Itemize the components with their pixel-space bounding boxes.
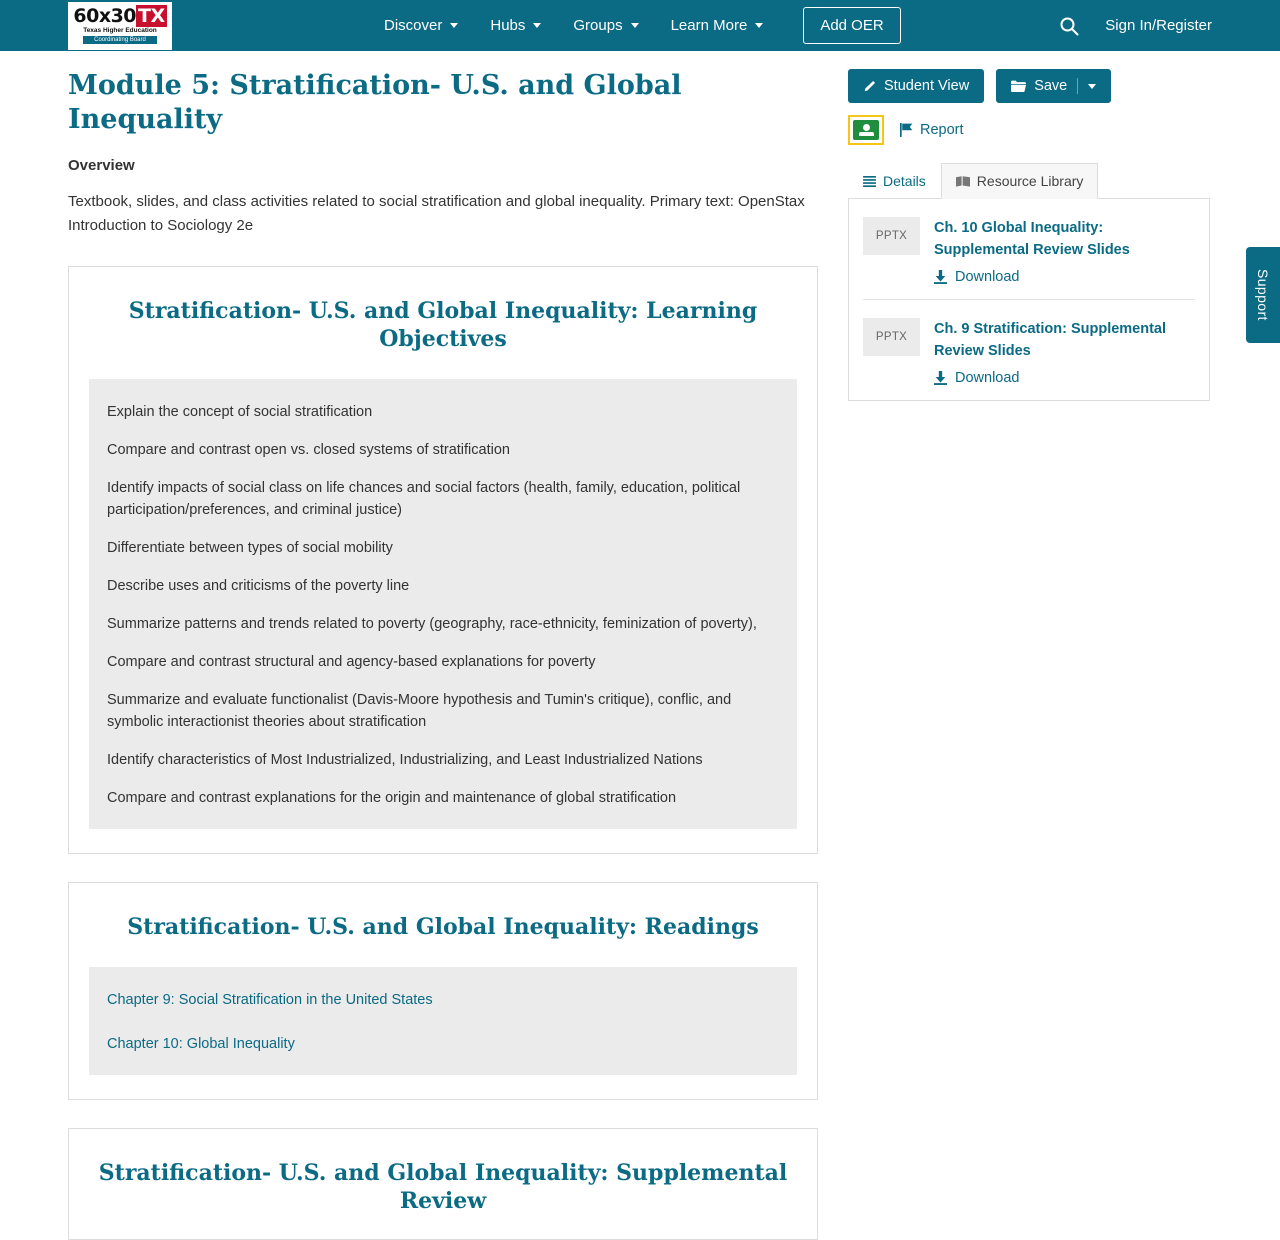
- chevron-down-icon: [533, 23, 541, 28]
- readings-section: [68, 882, 818, 1100]
- site-header: [0, 0, 1280, 51]
- page-body: [0, 51, 1280, 1240]
- nav-item-learn-more[interactable]: [655, 9, 780, 42]
- list-icon: [863, 176, 876, 187]
- download-icon: [934, 270, 947, 284]
- file-type-badge: PPTX: [863, 217, 920, 255]
- list-item: [863, 300, 1195, 400]
- learning-objectives-section: [68, 266, 818, 854]
- supplemental-review-heading: Stratification- U.S. and Global Inequality: Supplemental Review: [98, 1160, 788, 1214]
- learning-objectives-heading: Stratification- U.S. and Global Inequality: Learning Objectives: [128, 298, 758, 352]
- sidebar-action-buttons: [848, 69, 1210, 103]
- report-label: Report: [920, 122, 964, 138]
- tab-resource-library-label: Resource Library: [976, 173, 1084, 189]
- nav-item-discover[interactable]: [368, 9, 474, 42]
- chevron-down-icon: [755, 23, 763, 28]
- sidebar: [848, 69, 1210, 1240]
- download-button[interactable]: [934, 370, 1195, 386]
- logo-wordmark: 60x30 TX: [73, 5, 165, 27]
- google-classroom-icon[interactable]: [848, 115, 884, 145]
- list-item: [863, 199, 1195, 300]
- overview-text: Textbook, slides, and class activities related to social stratification and global inequality. Primary text: OpenStax Introduction to Sociology 2e: [68, 193, 805, 234]
- sign-in-register-link[interactable]: Sign In/Register: [1105, 17, 1212, 34]
- student-view-button[interactable]: [848, 69, 984, 103]
- save-button[interactable]: [996, 69, 1111, 103]
- header-right-group: [1059, 16, 1212, 36]
- chevron-down-icon: [450, 23, 458, 28]
- tab-details[interactable]: [848, 163, 941, 198]
- readings-list: [89, 967, 797, 1075]
- learning-objectives-list: [89, 379, 797, 829]
- search-icon[interactable]: [1059, 16, 1079, 36]
- sidebar-secondary-actions: [848, 115, 1210, 145]
- tab-resource-library[interactable]: [941, 163, 1099, 199]
- save-label: Save: [1034, 78, 1068, 94]
- chevron-down-icon: [631, 23, 639, 28]
- site-logo[interactable]: [68, 2, 172, 50]
- list-item: Compare and contrast open vs. closed systems of stratification: [107, 442, 510, 458]
- add-oer-button[interactable]: Add OER: [803, 7, 900, 44]
- student-view-label: Student View: [884, 78, 970, 94]
- overview-label: Overview: [68, 157, 135, 174]
- list-item: Compare and contrast structural and agency-based explanations for poverty: [107, 654, 596, 670]
- support-tab-label: Support: [1255, 269, 1271, 321]
- list-item: Describe uses and criticisms of the poverty line: [107, 578, 410, 594]
- main-navigation: [368, 7, 901, 44]
- nav-item-groups[interactable]: [557, 9, 654, 42]
- list-item: Summarize and evaluate functionalist (Davis-Moore hypothesis and Tumin's critique), conflic, and symbolic interactionist theories about stratification: [107, 692, 732, 730]
- readings-heading: Stratification- U.S. and Global Inequality: Readings: [127, 914, 759, 940]
- page-title: Module 5: Stratification- U.S. and Global Inequality: [68, 70, 682, 135]
- resource-title[interactable]: Ch. 9 Stratification: Supplemental Review Slides: [934, 321, 1167, 359]
- logo-subtitle: Texas Higher Education Coordinating Board: [83, 27, 157, 43]
- nav-label-groups: Groups: [573, 17, 623, 34]
- resource-library-panel: [848, 199, 1210, 401]
- list-item: Compare and contrast explanations for the origin and maintenance of global stratification: [107, 790, 677, 806]
- list-item: Summarize patterns and trends related to poverty (geography, race-ethnicity, feminization of poverty),: [107, 616, 757, 632]
- nav-label-discover: Discover: [384, 17, 443, 34]
- download-button[interactable]: [934, 269, 1195, 285]
- supplemental-review-section: [68, 1128, 818, 1240]
- chevron-down-icon[interactable]: [1088, 84, 1096, 89]
- nav-label-learn-more: Learn More: [670, 17, 748, 34]
- nav-label-hubs: Hubs: [490, 17, 526, 34]
- report-button[interactable]: [900, 122, 964, 138]
- reading-link[interactable]: Chapter 9: Social Stratification in the United States: [107, 992, 433, 1008]
- file-type-badge: PPTX: [863, 318, 920, 356]
- download-label: Download: [955, 269, 1020, 285]
- support-tab[interactable]: [1246, 247, 1280, 343]
- flag-icon: [900, 123, 913, 137]
- pencil-icon: [863, 80, 876, 93]
- main-content: [68, 69, 818, 1240]
- reading-link[interactable]: Chapter 10: Global Inequality: [107, 1036, 295, 1052]
- sidebar-tabs: [848, 163, 1210, 199]
- list-item: Explain the concept of social stratification: [107, 404, 373, 420]
- button-divider: [1077, 78, 1078, 94]
- list-item: Identify impacts of social class on life chances and social factors (health, family, education, political participation/preferences, and criminal justice): [107, 480, 741, 518]
- list-item: Differentiate between types of social mobility: [107, 540, 393, 556]
- download-icon: [934, 371, 947, 385]
- nav-item-hubs[interactable]: [474, 9, 557, 42]
- book-icon: [956, 176, 970, 187]
- folder-icon: [1011, 80, 1026, 93]
- resource-title[interactable]: Ch. 10 Global Inequality: Supplemental Review Slides: [934, 220, 1130, 258]
- list-item: Identify characteristics of Most Industrialized, Industrializing, and Least Industrialized Nations: [107, 752, 703, 768]
- download-label: Download: [955, 370, 1020, 386]
- tab-details-label: Details: [883, 173, 926, 189]
